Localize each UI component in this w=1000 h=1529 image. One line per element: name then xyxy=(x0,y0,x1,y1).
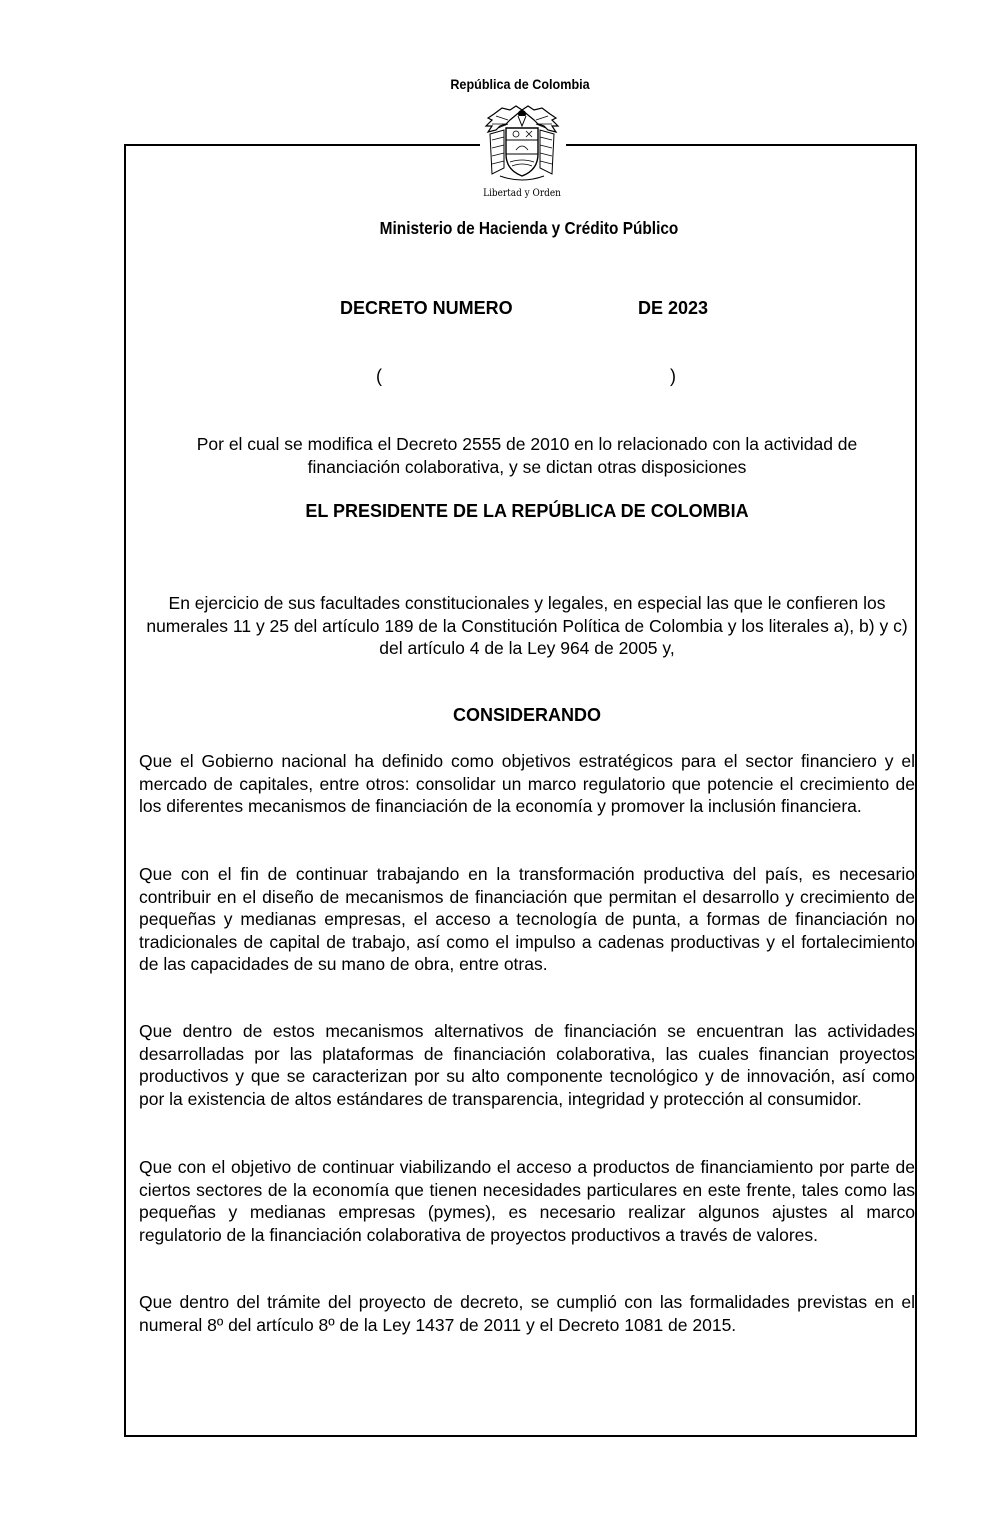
frame-bottom-line xyxy=(124,1435,917,1437)
date-paren-open: ( xyxy=(376,366,382,386)
considerando-paragraph: Que dentro de estos mecanismos alternativos de financiación se encuentran las actividades desarrolladas por las plataformas de financiación colaborativa, las cuales financian proyectos productivos y que se caracterizan por su alto componente tecnológico y de innovación, así como por la existencia de altos estándares de transparencia, integridad y protección al consumidor. xyxy=(139,1021,915,1109)
country-title: República de Colombia xyxy=(450,76,590,92)
frame-left-line xyxy=(124,144,126,1437)
considerando-paragraph: Que con el objetivo de continuar viabilizando el acceso a productos de financiamiento por parte de ciertos sectores de la economía que tienen necesidades particulares en este frente, tales como las pequeñas y medianas empresas (pymes), es necesario realizar algunos ajustes al marco regulatorio de la financiación colaborativa de proyectos productivos a través de valores. xyxy=(139,1157,915,1245)
motto-text: Libertad y Orden xyxy=(483,187,561,199)
frame-top-left-line xyxy=(124,144,480,146)
frame-right-line xyxy=(915,144,917,1437)
frame-top-right-line xyxy=(566,144,917,146)
colombia-coat-of-arms-icon xyxy=(480,104,564,186)
considerando-paragraph: Que con el fin de continuar trabajando en la transformación productiva del país, es necesario contribuir en el diseño de mecanismos de financiación que permitan el desarrollo y crecimiento de pequeñas y medianas empresas, el acceso a tecnología de punta, a formas de financiación no tradicionales de capital de trabajo, así como el impulso a cadenas productivas y el fortalecimiento de las capacidades de su mano de obra, entre otras. xyxy=(139,864,915,975)
considerando-heading: CONSIDERANDO xyxy=(452,705,601,725)
considerando-paragraph: Que el Gobierno nacional ha definido como objetivos estratégicos para el sector financiero y el mercado de capitales, entre otros: consolidar un marco regulatorio que potencie el crecimiento de los diferentes mecanismos de financiación de la economía y promover la inclusión financiera. xyxy=(139,751,915,817)
considerando-paragraph: Que dentro del trámite del proyecto de decreto, se cumplió con las formalidades previstas en el numeral 8º del artículo 8º de la Ley 1437 de 2011 y el Decreto 1081 de 2015. xyxy=(139,1292,915,1335)
ministry-title: Ministerio de Hacienda y Crédito Público xyxy=(379,218,679,238)
decree-subject: Por el cual se modifica el Decreto 2555 de 2010 en lo relacionado con la actividad de financiación colaborativa, y se dictan otras disposiciones xyxy=(196,434,858,477)
powers-paragraph: En ejercicio de sus facultades constitucionales y legales, en especial las que le confieren los numerales 11 y 25 del artículo 189 de la Constitución Política de Colombia y los literales a), b) y c) del artículo 4 de la Ley 964 de 2005 y, xyxy=(146,593,908,659)
decree-number-label: DECRETO NUMERO xyxy=(340,298,513,318)
date-paren-close: ) xyxy=(670,366,676,386)
decree-year-label: DE 2023 xyxy=(638,298,709,318)
issuer-heading: EL PRESIDENTE DE LA REPÚBLICA DE COLOMBIA xyxy=(305,501,749,521)
